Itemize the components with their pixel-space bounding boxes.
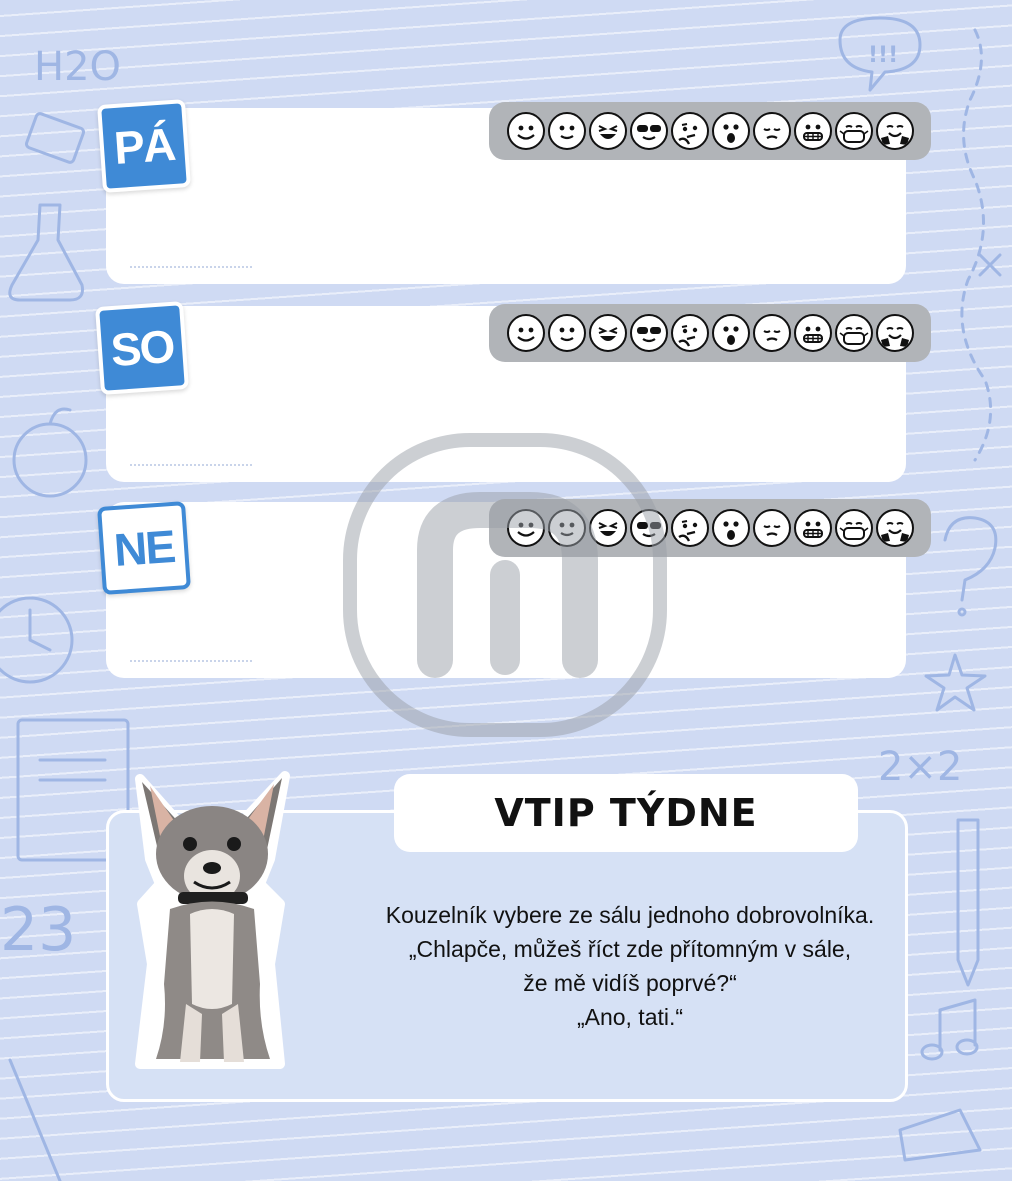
pencil-doodle: [958, 820, 978, 985]
pen-doodle: [10, 1060, 60, 1181]
mask-icon[interactable]: [835, 314, 873, 352]
star-doodle: [926, 655, 985, 710]
mask-icon[interactable]: [835, 112, 873, 150]
surprised-icon[interactable]: [712, 509, 750, 547]
dotted-line: [130, 660, 252, 662]
joke-line: „Ano, tati.“: [576, 1004, 684, 1030]
watermark-logo: [340, 430, 670, 740]
day-badge-pa: PÁ: [97, 99, 191, 193]
smile-icon[interactable]: [507, 112, 545, 150]
joke-title: VTIP TÝDNE: [494, 791, 758, 835]
thinking-icon[interactable]: [671, 112, 709, 150]
slight-smile-icon[interactable]: [548, 112, 586, 150]
hugging-icon[interactable]: [876, 509, 914, 547]
hugging-icon[interactable]: [876, 314, 914, 352]
shoe-doodle: [900, 1110, 980, 1160]
mood-bar-pa: [489, 102, 931, 160]
eraser-doodle: [25, 113, 84, 164]
clock-doodle: [0, 598, 72, 682]
pensive-icon[interactable]: [753, 509, 791, 547]
joke-text: [380, 898, 880, 1034]
day-badge-ne: NE: [97, 501, 191, 595]
exclaim-doodle: !!!: [868, 43, 899, 68]
pensive-icon[interactable]: [753, 314, 791, 352]
laughing-icon[interactable]: [589, 112, 627, 150]
joke-line: Kouzelník vybere ze sálu jednoho dobrovolníka.: [385, 902, 875, 928]
day-badge-so: SO: [95, 301, 189, 395]
slight-smile-icon[interactable]: [548, 314, 586, 352]
dotted-line: [130, 266, 252, 268]
pensive-icon[interactable]: [753, 112, 791, 150]
chihuahua-image: [120, 764, 302, 1086]
question-mark-doodle: [945, 518, 996, 600]
hugging-icon[interactable]: [876, 112, 914, 150]
mood-bar-so: [489, 304, 931, 362]
joke-line: „Chlapče, můžeš říct zde přítomným v sále,: [408, 936, 852, 962]
sunglasses-icon[interactable]: [630, 314, 668, 352]
joke-line: že mě vidíš poprvé?“: [523, 970, 737, 996]
thinking-icon[interactable]: [671, 509, 709, 547]
flask-doodle: [10, 205, 83, 300]
math-doodle: 2×2: [878, 744, 963, 790]
joke-title-box: [394, 774, 858, 852]
dotted-line: [130, 464, 252, 466]
numbers-doodle: 23: [0, 895, 77, 965]
sunglasses-icon[interactable]: [630, 112, 668, 150]
formula-doodle: H2O: [34, 44, 122, 90]
mask-icon[interactable]: [835, 509, 873, 547]
grimacing-icon[interactable]: [794, 509, 832, 547]
smile-icon[interactable]: [507, 314, 545, 352]
apple-doodle: [14, 424, 86, 496]
surprised-icon[interactable]: [712, 314, 750, 352]
laughing-icon[interactable]: [589, 314, 627, 352]
grimacing-icon[interactable]: [794, 112, 832, 150]
grimacing-icon[interactable]: [794, 314, 832, 352]
surprised-icon[interactable]: [712, 112, 750, 150]
thinking-icon[interactable]: [671, 314, 709, 352]
